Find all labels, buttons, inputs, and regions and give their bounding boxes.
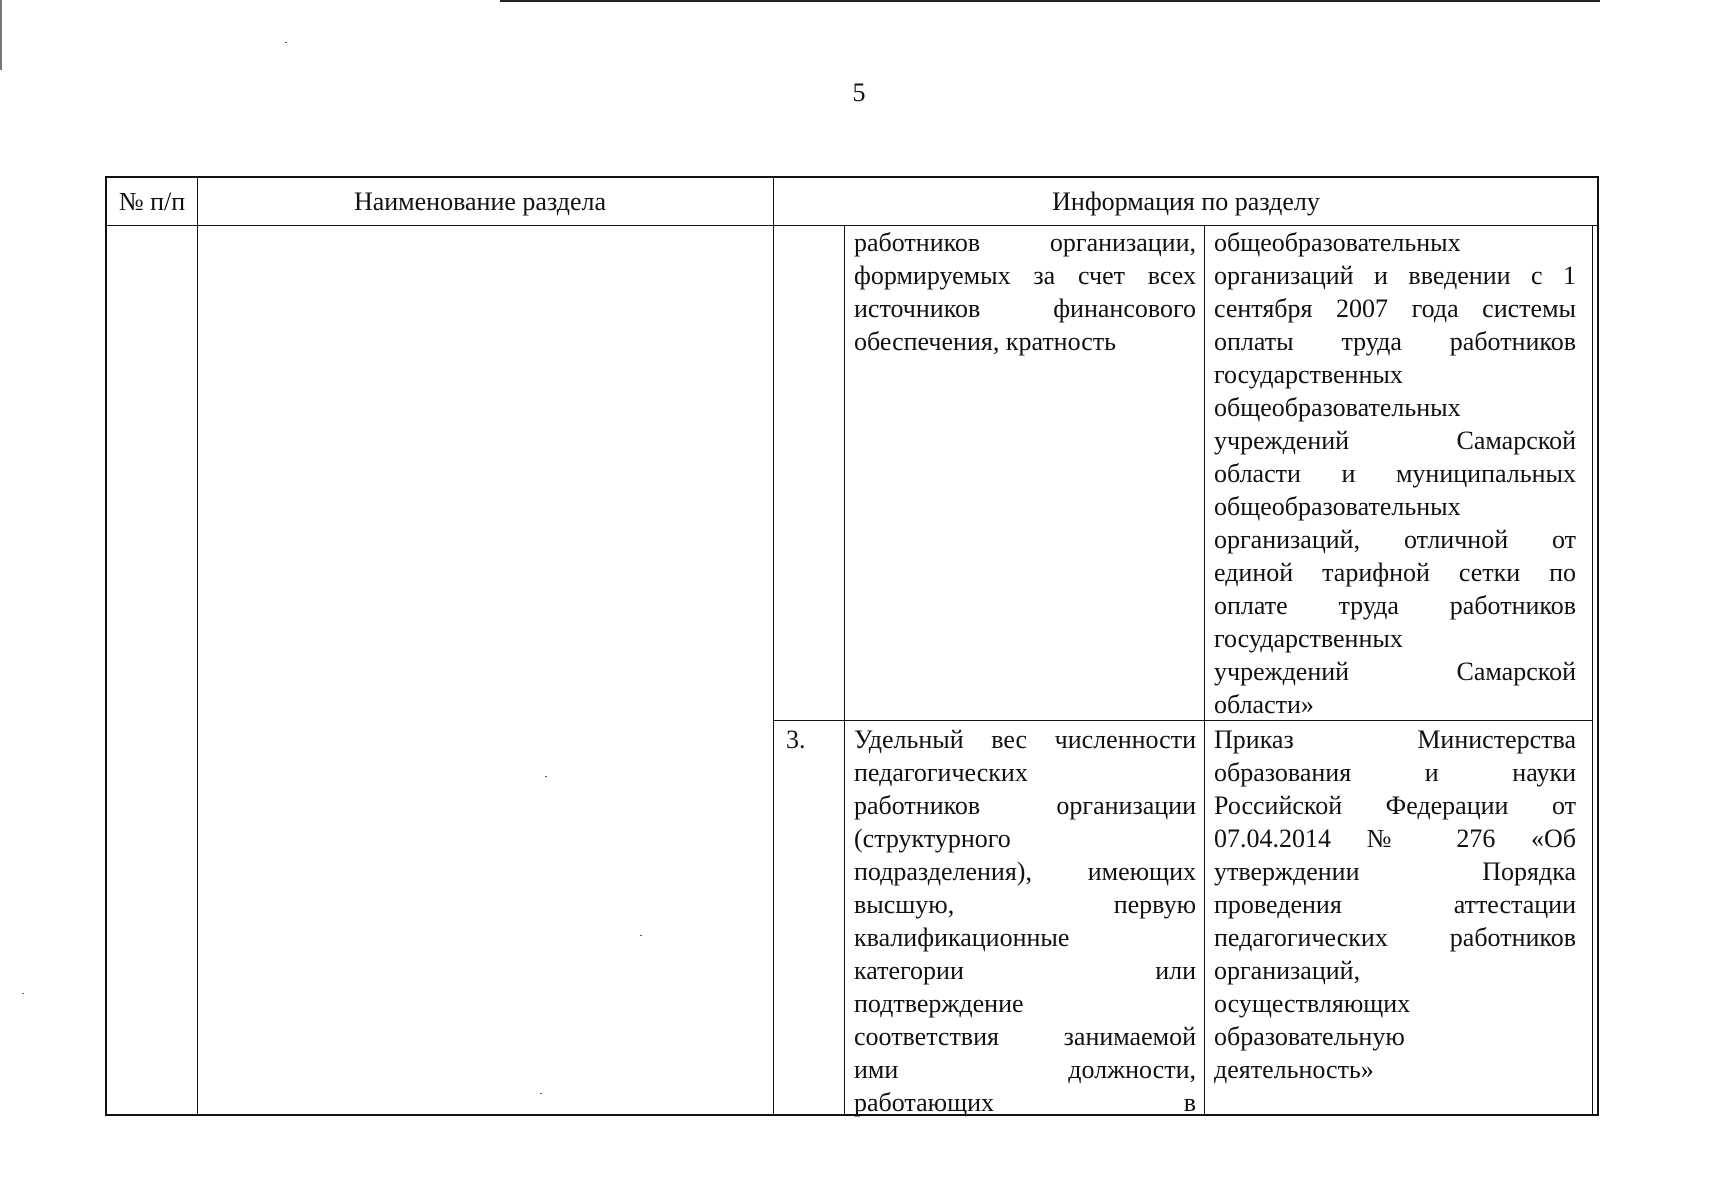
inner-col-divider-2: [1204, 226, 1205, 1114]
page-number: 5: [852, 78, 866, 107]
indicator-line: работающих в: [854, 1088, 1196, 1117]
scan-speck: [285, 42, 287, 43]
regulation-line: образовательную: [1214, 1022, 1405, 1051]
regulation-line: педагогических работников: [1214, 923, 1576, 952]
indicator-line: подразделения), имеющих: [854, 857, 1196, 886]
indicator-line: ими должности,: [854, 1055, 1196, 1084]
indicator-line: обеспечения, кратность: [854, 327, 1117, 356]
regulation-text: [1214, 723, 1576, 1086]
regulation-line: учреждений Самарской: [1214, 426, 1576, 455]
regulation-line: Российской Федерации от: [1214, 791, 1576, 820]
regulation-line: образования и науки: [1214, 758, 1576, 787]
indicator-line: Удельный вес численности: [854, 725, 1196, 754]
col-divider-1: [197, 178, 198, 1114]
scan-edge-left: [0, 0, 2, 70]
regulation-line: единой тарифной сетки по: [1214, 558, 1576, 587]
indicator-line: высшую, первую: [854, 890, 1196, 919]
regulation-line: государственных: [1214, 624, 1403, 653]
scan-speck: [540, 1093, 542, 1094]
regulation-line: оплате труда работников: [1214, 591, 1576, 620]
regulation-line: организаций и введении с 1: [1214, 261, 1576, 290]
indicator-line: соответствия занимаемой: [854, 1022, 1196, 1051]
regulation-line: общеобразовательных: [1214, 228, 1461, 257]
regulation-line: общеобразовательных: [1214, 492, 1461, 521]
document-table: [105, 176, 1599, 1116]
regulation-line: осуществляющих: [1214, 989, 1411, 1018]
inner-table: [773, 226, 1593, 1117]
indicator-line: работников организации: [854, 791, 1196, 820]
header-col-section-info: Информация по разделу: [1052, 186, 1320, 216]
scan-speck: [545, 776, 547, 777]
regulation-line: Приказ Министерства: [1214, 725, 1576, 754]
indicator-line: формируемых за счет всех: [854, 261, 1196, 290]
indicator-line: педагогических: [854, 758, 1028, 787]
regulation-line: оплаты труда работников: [1214, 327, 1576, 356]
regulation-line: области»: [1214, 690, 1314, 719]
regulation-line: общеобразовательных: [1214, 393, 1461, 422]
indicator-line: работников организации,: [854, 228, 1196, 257]
indicator-text: [854, 226, 1196, 358]
header-col-number: № п/п: [118, 186, 186, 216]
scan-edge-top: [500, 0, 1600, 2]
row-number: 3.: [786, 725, 806, 754]
regulation-line: утверждении Порядка: [1214, 857, 1576, 886]
indicator-line: квалификационные: [854, 923, 1070, 952]
regulation-line: деятельность»: [1214, 1055, 1374, 1084]
indicator-text: [854, 723, 1196, 1119]
scan-speck: [640, 935, 642, 936]
regulation-text: [1214, 226, 1576, 721]
indicator-line: источников финансового: [854, 294, 1196, 323]
regulation-line: сентября 2007 года системы: [1214, 294, 1576, 323]
indicator-line: (структурного: [854, 824, 1011, 853]
regulation-line: области и муниципальных: [1214, 459, 1576, 488]
indicator-line: категории или: [854, 956, 1196, 985]
regulation-line: организаций,: [1214, 956, 1361, 985]
scan-speck: [22, 993, 24, 994]
regulation-line: государственных: [1214, 360, 1403, 389]
header-col-section-name: Наименование раздела: [353, 186, 607, 216]
regulation-line: организаций, отличной от: [1214, 525, 1576, 554]
regulation-line: учреждений Самарской: [1214, 657, 1576, 686]
indicator-line: подтверждение: [854, 989, 1024, 1018]
inner-col-divider-1: [844, 226, 845, 1114]
regulation-line: проведения аттестации: [1214, 890, 1576, 919]
regulation-line: 07.04.2014 № 276 «Об: [1214, 824, 1576, 853]
